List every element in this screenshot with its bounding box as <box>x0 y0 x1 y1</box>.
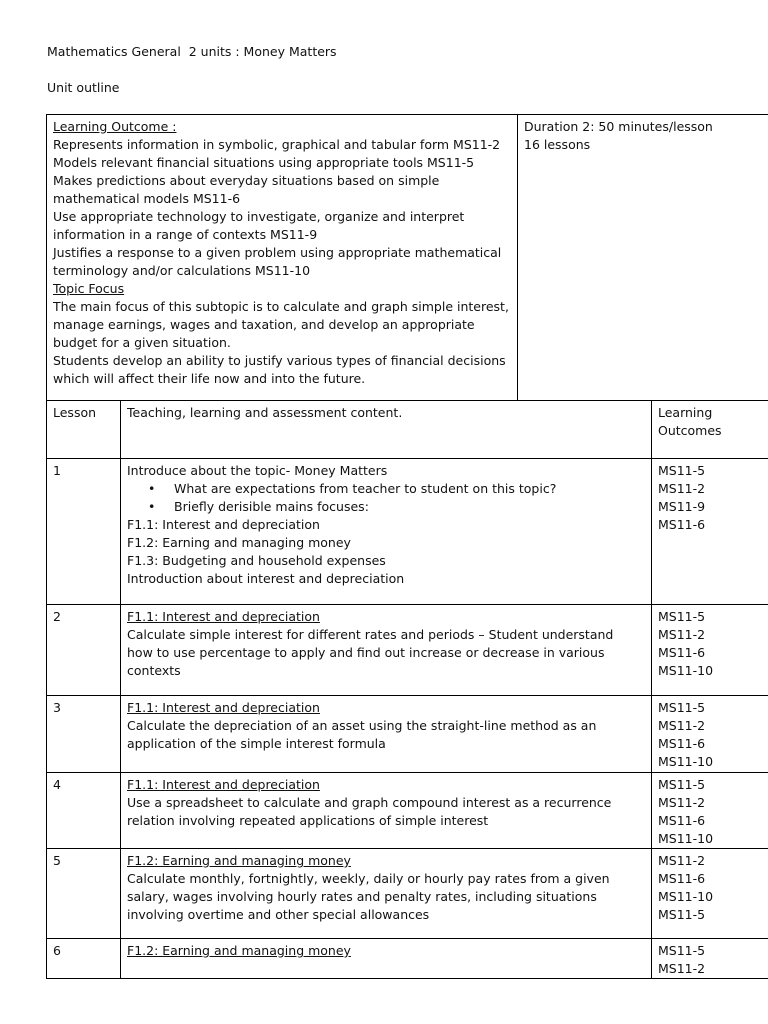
outcome-line: terminology and/or calculations MS11-10 <box>53 263 311 278</box>
table-row <box>47 849 768 939</box>
lesson-content: F1.1: Interest and depreciation Use a spreadsheet to calculate and graph compound interest as a recurrence relation involving repeated applications of simple interest <box>121 773 652 849</box>
outcome-line: Models relevant financial situations using appropriate tools MS11-5 <box>53 155 475 170</box>
lesson-number: 3 <box>47 696 121 773</box>
learning-outcome-heading: Learning Outcome : <box>53 119 177 134</box>
outcome-line: mathematical models MS11-6 <box>53 191 241 206</box>
table-header-row <box>47 401 768 459</box>
learning-outcomes-cell <box>47 115 518 401</box>
focus-line: Students develop an ability to justify various types of financial decisions <box>53 353 506 368</box>
lesson-number: 6 <box>47 939 121 979</box>
lesson-outcomes: MS11-2 MS11-6 MS11-10 MS11-5 <box>652 849 768 939</box>
outcome-line: Justifies a response to a given problem using appropriate mathematical <box>53 245 502 260</box>
lesson-table <box>46 400 768 979</box>
outcome-line: Use appropriate technology to investigate, organize and interpret <box>53 209 465 224</box>
lesson-content: F1.2: Earning and managing money <box>121 939 652 979</box>
lesson-number: 5 <box>47 849 121 939</box>
lesson-number: 2 <box>47 605 121 696</box>
focus-line: The main focus of this subtopic is to calculate and graph simple interest, <box>53 299 509 314</box>
lesson-content: Introduce about the topic- Money Matters • What are expectations from teacher to student on this topic? • Briefly derisible mains focuses: F1.1: Interest and depreciation F1.2: Earning and managing money F1.3: Budgeting and household expenses Introduction about interest and depreciation <box>121 459 652 605</box>
focus-line: budget for a given situation. <box>53 335 231 350</box>
lesson-outcomes: MS11-5 MS11-2 MS11-6 MS11-10 <box>652 605 768 696</box>
duration-cell <box>518 115 768 401</box>
focus-line: which will affect their life now and into the future. <box>53 371 366 386</box>
lesson-content: F1.1: Interest and depreciation Calculate the depreciation of an asset using the straight-line method as an application of the simple interest formula <box>121 696 652 773</box>
lessons-count: 16 lessons <box>524 137 591 152</box>
lesson-outcomes: MS11-5 MS11-2 MS11-9 MS11-6 <box>652 459 768 605</box>
table-row <box>47 459 768 605</box>
table-row <box>47 773 768 849</box>
list-item: • What are expectations from teacher to student on this topic? <box>174 480 645 498</box>
lesson-content: F1.1: Interest and depreciation Calculate simple interest for different rates and periods – Student understand how to use percentage to apply and find out increase or decrease in various contexts <box>121 605 652 696</box>
outcome-line: information in a range of contexts MS11-9 <box>53 227 318 242</box>
learning-outcomes-table <box>46 114 768 401</box>
outcome-line: Makes predictions about everyday situations based on simple <box>53 173 440 188</box>
lesson-column-header: Lesson <box>47 401 121 459</box>
lesson-number: 4 <box>47 773 121 849</box>
table-row <box>47 605 768 696</box>
table-row <box>47 696 768 773</box>
document-title: Mathematics General 2 units : Money Matters <box>47 44 337 59</box>
lesson-outcomes: MS11-5 MS11-2 <box>652 939 768 979</box>
lesson-number: 1 <box>47 459 121 605</box>
lesson-content: F1.2: Earning and managing money Calculate monthly, fortnightly, weekly, daily or hourly pay rates from a given salary, wages involving hourly rates and penalty rates, including situations involving overtime and other special allowances <box>121 849 652 939</box>
outcomes-column-header: Learning Outcomes <box>652 401 768 459</box>
lesson-outcomes: MS11-5 MS11-2 MS11-6 MS11-10 <box>652 696 768 773</box>
bullet-list <box>127 480 645 516</box>
list-item: • Briefly derisible mains focuses: <box>174 498 645 516</box>
focus-line: manage earnings, wages and taxation, and develop an appropriate <box>53 317 475 332</box>
lesson-outcomes: MS11-5 MS11-2 MS11-6 MS11-10 <box>652 773 768 849</box>
topic-focus-heading: Topic Focus <box>53 281 125 296</box>
table-row <box>47 939 768 979</box>
content-column-header: Teaching, learning and assessment content. <box>121 401 652 459</box>
document-subtitle: Unit outline <box>47 80 120 95</box>
duration-text: Duration 2: 50 minutes/lesson <box>524 119 713 134</box>
outcome-line: Represents information in symbolic, graphical and tabular form MS11-2 <box>53 137 501 152</box>
